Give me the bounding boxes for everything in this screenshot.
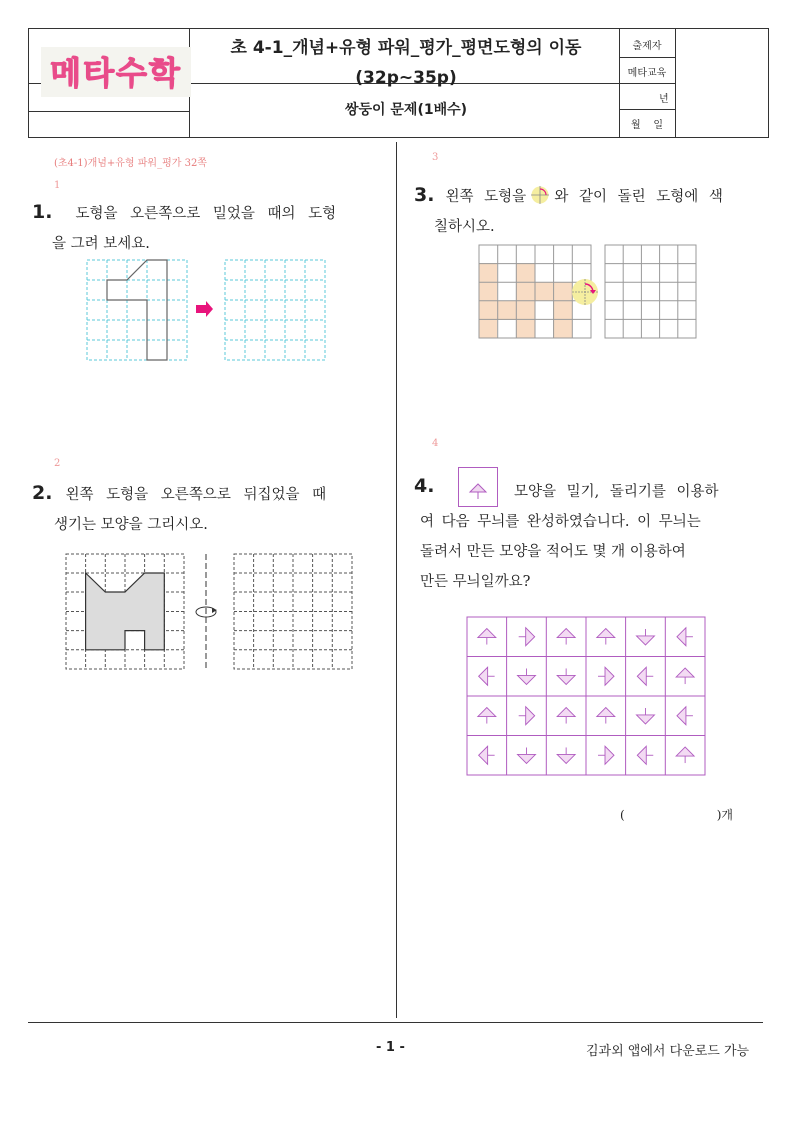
question-text: 칠하시오. — [434, 219, 495, 235]
tile-arrow-icon — [597, 629, 615, 645]
question-number: 1. — [32, 201, 53, 223]
rotate-quarter-icon — [572, 279, 598, 305]
tile-arrow-icon — [557, 668, 575, 684]
question-index: 1 — [54, 180, 61, 191]
divider — [619, 83, 675, 84]
tile-arrow-icon — [478, 629, 496, 645]
divider — [619, 109, 675, 110]
tile-arrow-icon — [676, 747, 694, 763]
question-text: 왼쪽 도형을 오른쪽으로 뒤집었을 때 — [65, 487, 327, 503]
question-text: 와 같이 돌린 도형에 색 — [554, 189, 723, 205]
tile-arrow-icon — [636, 629, 654, 645]
answer-open: ( — [620, 808, 625, 822]
tile-arrow-icon — [519, 707, 535, 725]
footer-note: 김과외 앱에서 다운로드 가능 — [586, 1044, 750, 1059]
question-3 — [414, 182, 759, 242]
q2-figure — [64, 552, 354, 674]
tile-arrow-icon — [637, 746, 653, 764]
date-label: 월 일 — [630, 120, 664, 131]
tile-arrow-icon — [517, 747, 535, 763]
question-text: 왼쪽 도형을 — [445, 189, 527, 205]
question-index: 2 — [54, 458, 61, 469]
logo-text: 메타수학 — [50, 54, 182, 92]
question-text: 돌려서 만든 모양을 적어도 몇 개 이용하여 — [420, 544, 686, 560]
right-grid — [234, 554, 352, 669]
question-text: 생기는 모양을 그리시오. — [54, 517, 208, 533]
divider — [29, 111, 189, 112]
q4-pattern-grid — [466, 616, 706, 776]
tile-arrow-icon — [458, 467, 498, 507]
tile-arrow-icon — [598, 746, 614, 764]
title-line-2: (32p~35p) — [355, 68, 457, 88]
page-number: - 1 - — [376, 1040, 405, 1055]
author-label: 출제자 — [632, 41, 662, 52]
tile-arrow-icon — [478, 708, 496, 724]
tile-arrow-icon — [677, 628, 693, 646]
author-value: 메타교육 — [627, 68, 667, 79]
question-text: 여 다음 무늬를 완성하였습니다. 이 무늬는 — [420, 514, 701, 530]
page-title — [191, 33, 621, 93]
source-note: (초4-1)개념+유형 파워_평가 32쪽 — [54, 158, 207, 169]
tile-arrow-icon — [557, 629, 575, 645]
tile-arrow-icon — [519, 628, 535, 646]
question-number: 2. — [32, 482, 53, 504]
header-table — [28, 28, 769, 138]
tile-arrow-icon — [637, 667, 653, 685]
tile-arrow-icon — [677, 707, 693, 725]
answer-unit: )개 — [716, 808, 733, 822]
tile-arrow-icon — [597, 708, 615, 724]
right-grid — [605, 245, 696, 338]
q1-figure — [86, 258, 354, 362]
question-number: 3. — [414, 184, 435, 206]
question-text: 만든 무늬일까요? — [420, 574, 531, 590]
page-subtitle: 쌍둥이 문제(1배수) — [344, 102, 468, 118]
tile-arrow-icon — [479, 746, 495, 764]
tile-arrow-icon — [676, 668, 694, 684]
question-2 — [32, 480, 372, 540]
title-line-1: 초 4-1_개념+유형 파워_평가_평면도형의 이동 — [230, 38, 582, 58]
question-index: 3 — [432, 152, 439, 163]
tile-arrow-icon — [517, 668, 535, 684]
question-text: 을 그려 보세요. — [52, 236, 150, 252]
tile-arrow-icon — [479, 667, 495, 685]
question-text: 도형을 오른쪽으로 밀었을 때의 도형 — [75, 206, 337, 222]
shape-one — [107, 260, 167, 360]
tile-arrow-icon — [557, 708, 575, 724]
tile-arrow-icon — [557, 747, 575, 763]
right-grid — [225, 260, 325, 360]
tile-arrow-icon — [636, 708, 654, 724]
question-number: 4. — [414, 475, 435, 497]
divider — [675, 29, 676, 137]
footer-divider — [28, 1022, 763, 1023]
rotate-quarter-icon — [531, 186, 549, 204]
tile-arrow-icon — [598, 667, 614, 685]
answer-blank[interactable] — [620, 806, 733, 823]
pattern-grid-lines — [467, 617, 705, 775]
arrow-right-icon — [196, 301, 213, 317]
q3-figure — [478, 244, 698, 344]
divider — [619, 57, 675, 58]
left-grid — [87, 260, 187, 360]
column-divider — [396, 142, 397, 1018]
meta-math-logo — [41, 47, 191, 97]
question-4 — [414, 467, 759, 597]
year-label: 년 — [658, 94, 669, 105]
question-1 — [32, 199, 372, 259]
question-text: 모양을 밀기, 돌리기를 이용하 — [514, 484, 719, 500]
question-index: 4 — [432, 438, 439, 449]
